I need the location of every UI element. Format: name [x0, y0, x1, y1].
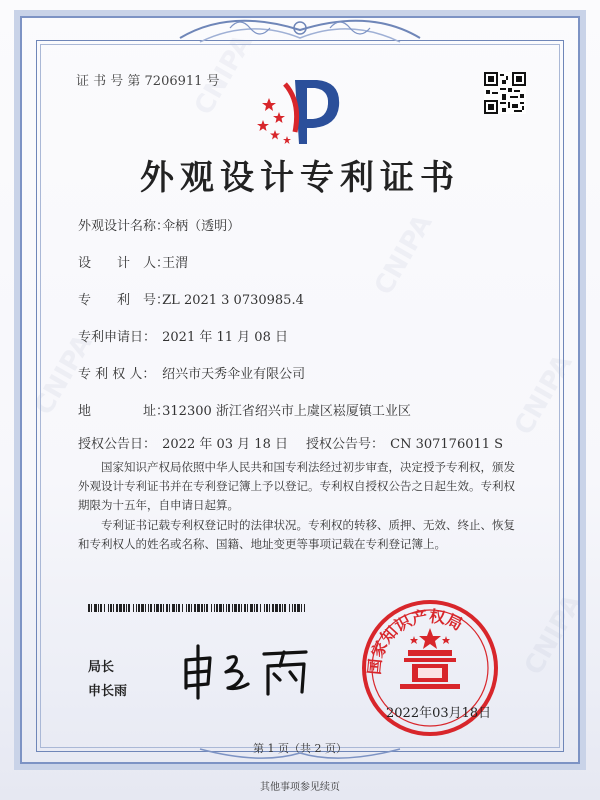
signatory-name: 申长雨 — [88, 684, 128, 699]
signatory-title: 局长 — [88, 660, 115, 675]
address-label: 地 址： — [78, 404, 170, 419]
certificate-number: 证 书 号 第 7206911 号 — [76, 74, 220, 89]
design-name-value: 伞柄（透明） — [162, 219, 241, 234]
patent-number-label: 专 利 号： — [78, 293, 170, 308]
design-name-row — [78, 215, 240, 234]
cnipa-logo-icon — [255, 72, 345, 147]
bottom-ornament — [0, 745, 600, 769]
patentee-label: 专 利 权 人： — [78, 367, 156, 382]
patent-number-row — [78, 289, 304, 308]
designer-value: 王渭 — [162, 256, 189, 271]
watermark: CNIPA — [28, 329, 99, 421]
barcode-icon — [88, 604, 306, 612]
grant-date-row — [78, 433, 288, 452]
grant-date-value: 2022 年 03 月 18 日 — [162, 437, 288, 452]
seal-ring-text: 国家知识产权局 — [364, 606, 466, 676]
top-ornament — [170, 8, 430, 46]
footer-note: 其他事项参见续页 — [260, 782, 340, 793]
grant-number-label: 授权公告号： — [306, 437, 385, 452]
grant-date-label: 授权公告日： — [78, 437, 157, 452]
body-paragraph-1: 国家知识产权局依照中华人民共和国专利法经过初步审查，决定授予专利权，颁发外观设计专利证书并在专利登记簿上予以登记。专利权自授权公告之日起生效。专利权期限为十五年，自申请日起算。 — [78, 460, 515, 512]
grant-number-row — [306, 433, 503, 452]
design-name-label: 外观设计名称： — [78, 219, 170, 234]
designer-label: 设 计 人： — [78, 256, 170, 271]
designer-row — [78, 252, 188, 271]
watermark: CNIPA — [368, 209, 439, 301]
watermark: CNIPA — [188, 29, 259, 121]
filing-date-label: 专利申请日： — [78, 330, 157, 345]
address-value: 312300 浙江省绍兴市上虞区崧厦镇工业区 — [162, 404, 411, 419]
patent-number-value: ZL 2021 3 0730985.4 — [162, 293, 304, 308]
qr-code-icon — [484, 72, 526, 114]
body-paragraph-2: 专利证书记载专利权登记时的法律状况。专利权的转移、质押、无效、终止、恢复和专利权人的姓名或名称、国籍、地址变更等事项记载在专利登记簿上。 — [78, 518, 515, 551]
watermark: CNIPA — [508, 349, 579, 441]
page-indicator: 第 1 页（共 2 页） — [253, 742, 347, 755]
filing-date-value: 2021 年 11 月 08 日 — [162, 330, 288, 345]
watermark: CNIPA — [518, 589, 589, 681]
handwritten-signature — [176, 640, 336, 700]
patentee-value: 绍兴市天秀伞业有限公司 — [162, 367, 306, 382]
filing-date-row — [78, 326, 288, 345]
document-title: 外观设计专利证书 — [140, 158, 460, 198]
address-row — [78, 400, 411, 419]
patentee-row — [78, 363, 305, 382]
seal-date: 2022年03月18日 — [386, 706, 492, 721]
grant-number-value: CN 307176011 S — [390, 437, 504, 452]
